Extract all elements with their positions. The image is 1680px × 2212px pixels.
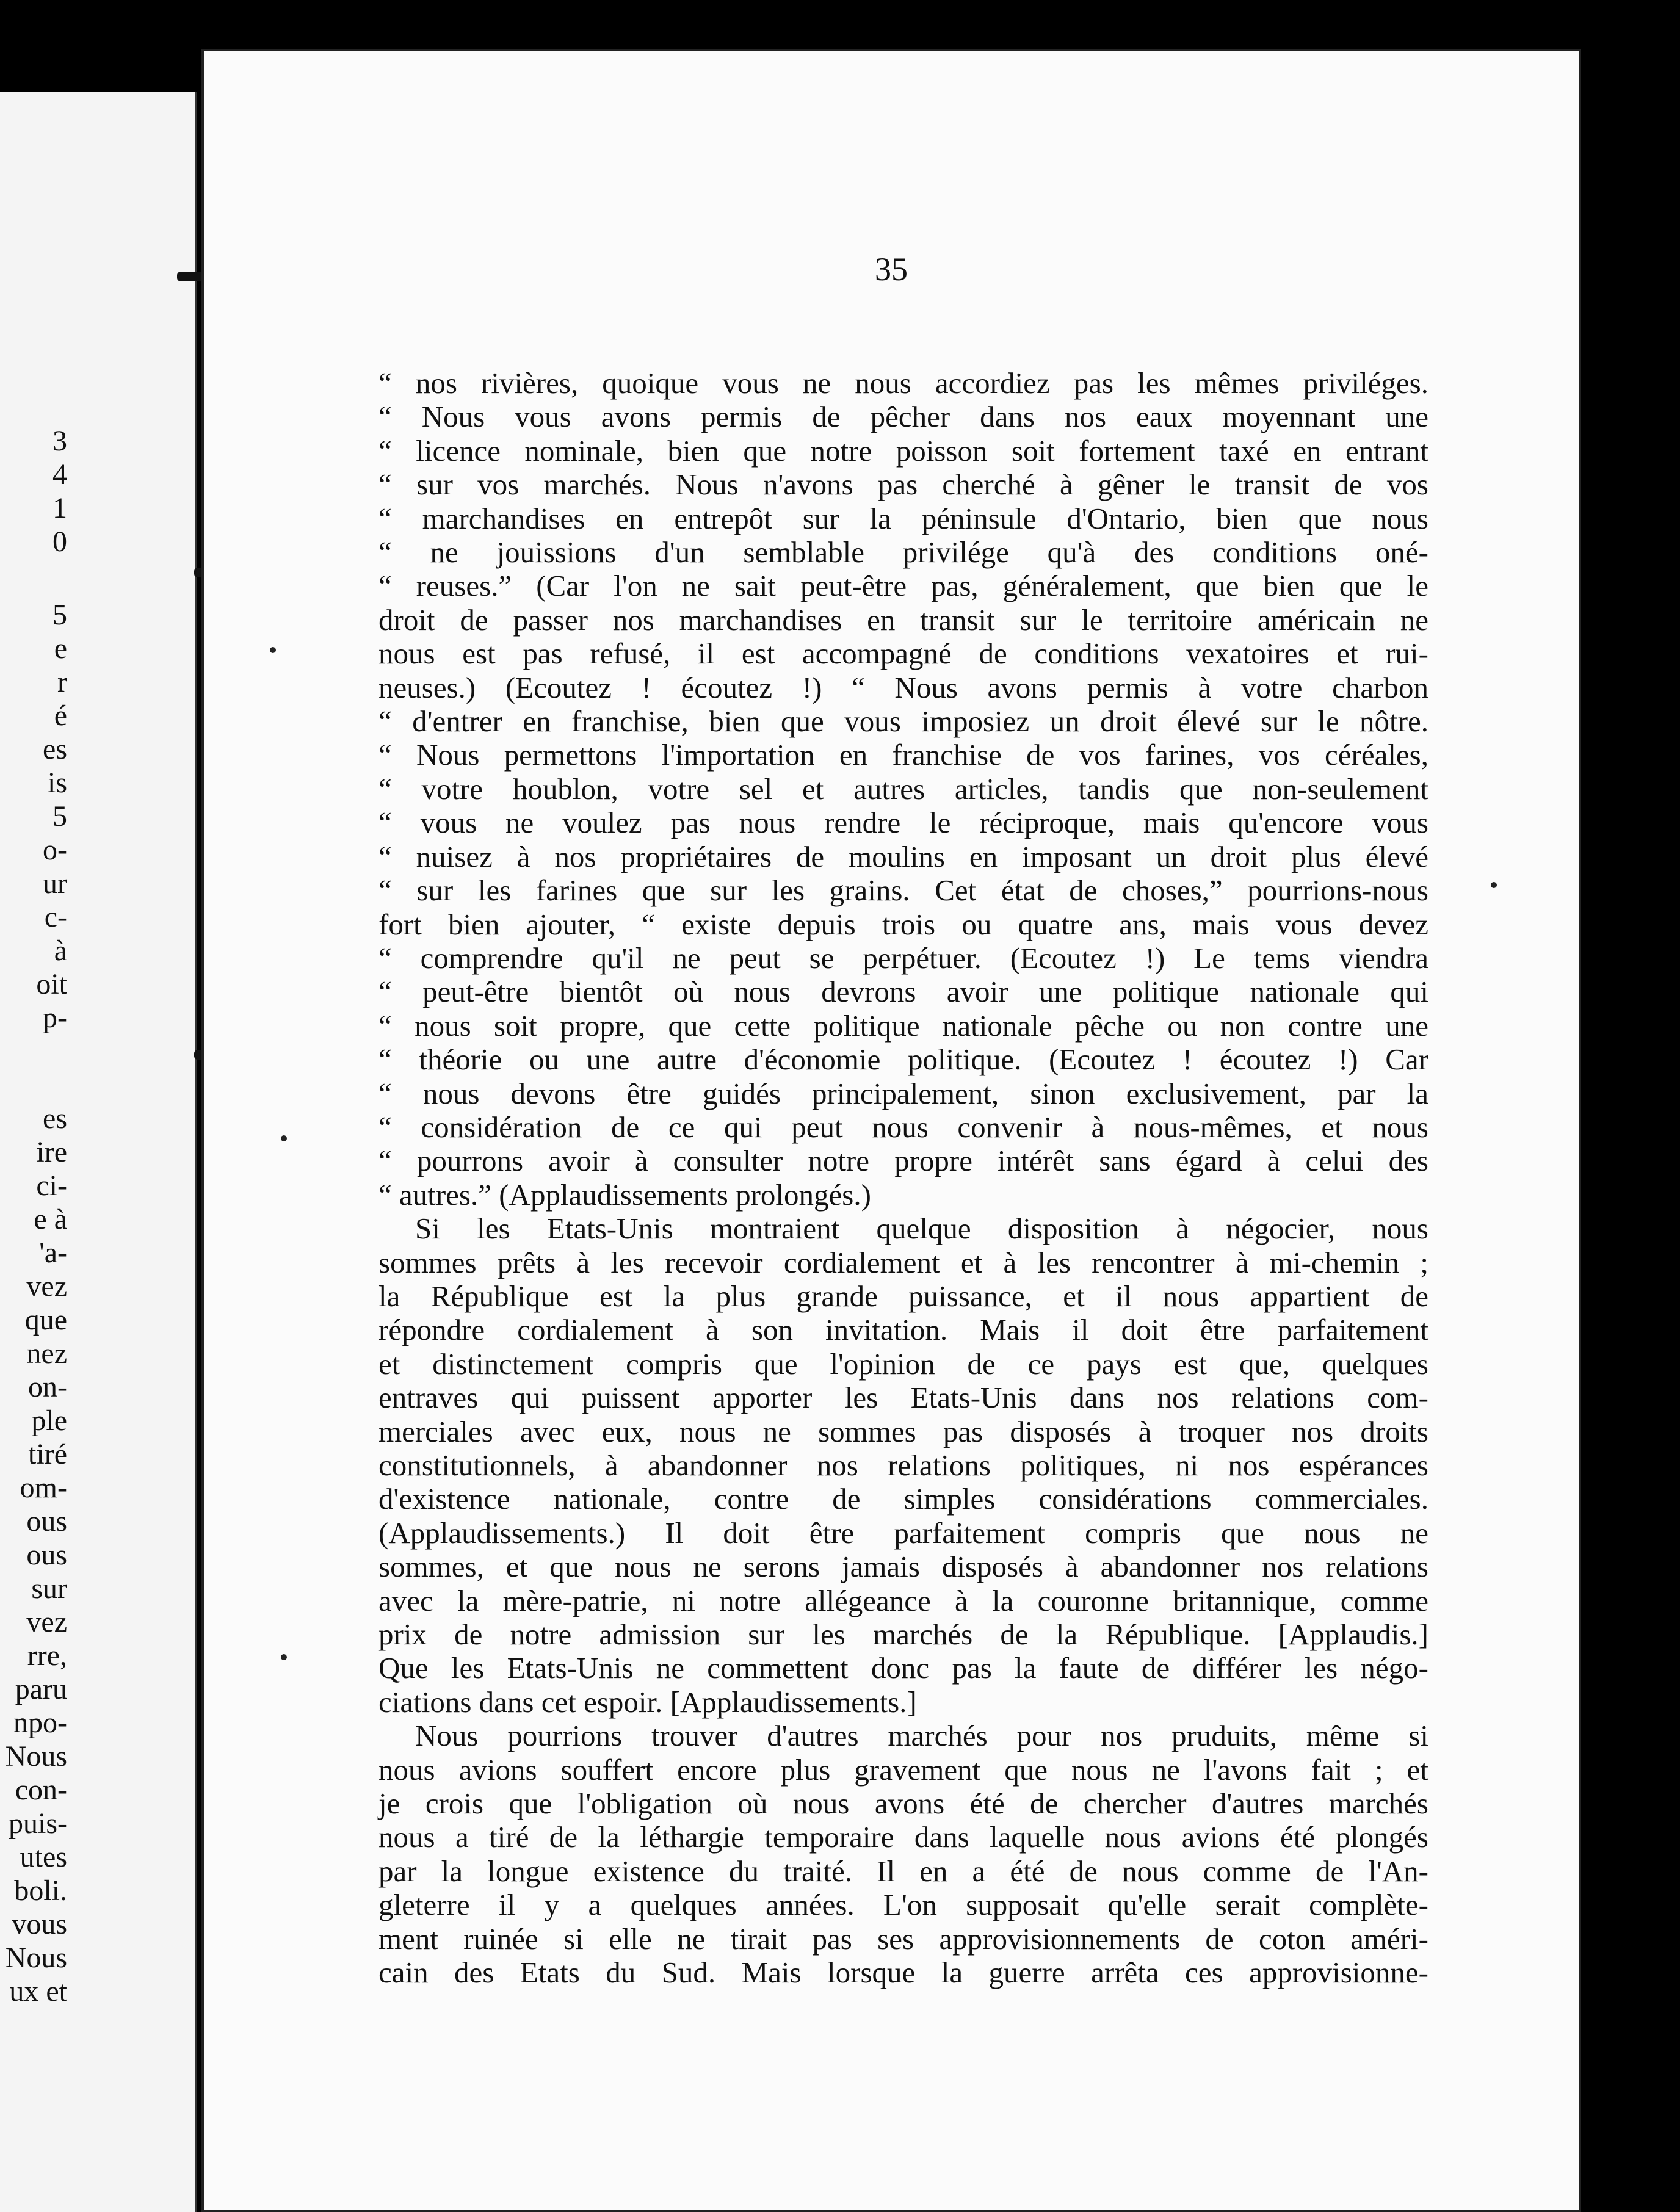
prev-page-text: à — [54, 934, 67, 967]
prev-page-text: es — [43, 1102, 67, 1135]
text-line: “ d'entrer en franchise, bien que vous imposiez un droit élevé sur le nôtre. — [378, 704, 1428, 739]
prev-page-text: ur — [43, 867, 67, 900]
text-line: “ sur vos marchés. Nous n'avons pas cherché à gêner le transit de vos — [378, 468, 1428, 502]
ink-speck — [281, 1135, 287, 1141]
text-line: nous a tiré de la léthargie temporaire dans laquelle nous avions été plongés — [378, 1820, 1428, 1854]
text-line: “ nos rivières, quoique vous ne nous accordiez pas les mêmes priviléges. — [378, 366, 1428, 400]
text-line: “ reuses.” (Car l'on ne sait peut-être pas, généralement, que bien que le — [378, 569, 1428, 603]
text-line: merciales avec eux, nous ne sommes pas disposés à troquer nos droits — [378, 1414, 1428, 1448]
prev-page-text: ous — [26, 1539, 67, 1571]
text-line: “ nuisez à nos propriétaires de moulins en imposant un droit plus élevé — [378, 839, 1428, 873]
text-line: “ vous ne voulez pas nous rendre le réciproque, mais qu'encore vous — [378, 806, 1428, 840]
prev-page-text: Nous — [5, 1942, 67, 1974]
prev-page-text: 5 — [52, 800, 67, 833]
prev-page-text: 3 — [52, 425, 67, 457]
prev-page-text: 1 — [52, 492, 67, 524]
text-line: “ nous devons être guidés principalement, sinon exclusivement, par la — [378, 1076, 1428, 1110]
prev-page-text: ple — [31, 1404, 67, 1437]
text-line: “ licence nominale, bien que notre poisson soit fortement taxé en entrant — [378, 433, 1428, 468]
ink-speck — [1491, 882, 1497, 888]
prev-page-text: p- — [43, 1002, 67, 1034]
prev-page-text: ire — [36, 1136, 67, 1168]
prev-page-text: rre, — [27, 1639, 67, 1672]
prev-page-text: es — [43, 733, 67, 765]
prev-page-text: ux et — [9, 1975, 67, 2008]
prev-page-text: boli. — [14, 1874, 67, 1907]
body-text — [378, 366, 1428, 1990]
page-number: 35 — [875, 251, 908, 287]
text-line: “ comprendre qu'il ne peut se perpétuer. (Ecoutez !) Le tems viendra — [378, 941, 1428, 975]
text-line: entraves qui puissent apporter les Etats-Unis dans nos relations com- — [378, 1381, 1428, 1415]
prev-page-text: npo- — [13, 1707, 67, 1739]
text-line: d'existence nationale, contre de simples considérations commerciales. — [378, 1482, 1428, 1516]
prev-page-text: 5 — [52, 599, 67, 631]
prev-page-text: e à — [34, 1203, 67, 1235]
text-line: prix de notre admission sur les marchés de la République. [Applaudis.] — [378, 1617, 1428, 1652]
text-line: Nous pourrions trouver d'autres marchés pour nos pruduits, même si — [415, 1719, 1428, 1753]
text-line: “ marchandises en entrepôt sur la péninsule d'Ontario, bien que nous — [378, 501, 1428, 535]
ink-speck — [270, 647, 276, 653]
prev-page-text: vez — [26, 1606, 67, 1638]
text-line: sommes, et que nous ne serons jamais disposés à abandonner nos relations — [378, 1550, 1428, 1584]
text-line: gleterre il y a quelques années. L'on supposait qu'elle serait complète- — [378, 1888, 1428, 1922]
prev-page-text: é — [54, 699, 67, 732]
text-line: je crois que l'obligation où nous avons été de chercher d'autres marchés — [378, 1787, 1428, 1821]
prev-page-text: 0 — [52, 526, 67, 558]
prev-page-text: utes — [20, 1841, 67, 1873]
prev-page-text: c- — [44, 901, 67, 933]
text-line: cain des Etats du Sud. Mais lorsque la guerre arrêta ces approvisionne- — [378, 1956, 1428, 1990]
text-line: Que les Etats-Unis ne commettent donc pas la faute de différer les négo- — [378, 1651, 1428, 1685]
text-line: et distinctement compris que l'opinion de ce pays est que, quelques — [378, 1346, 1428, 1381]
prev-page-text: r — [57, 666, 67, 698]
text-line: nous est pas refusé, il est accompagné de conditions vexatoires et rui- — [378, 637, 1428, 671]
prev-page-text: vous — [12, 1908, 67, 1940]
text-line: droit de passer nos marchandises en transit sur le territoire américain ne — [378, 602, 1428, 637]
prev-page-text: puis- — [9, 1807, 67, 1840]
previous-page-fragment — [0, 92, 197, 2212]
text-line: ciations dans cet espoir. [Applaudissements.] — [378, 1685, 917, 1719]
page-edge-shadow — [1581, 49, 1680, 2212]
prev-page-text: e — [54, 632, 67, 665]
text-line: fort bien ajouter, “ existe depuis trois ou quatre ans, mais vous devez — [378, 907, 1428, 941]
text-line: “ Nous permettons l'importation en franchise de vos farines, vos céréales, — [378, 738, 1428, 772]
text-line: neuses.) (Ecoutez ! écoutez !) “ Nous avons permis à votre charbon — [378, 670, 1428, 704]
text-line: “ considération de ce qui peut nous convenir à nous-mêmes, et nous — [378, 1110, 1428, 1144]
document-page — [201, 49, 1581, 2212]
prev-page-text: oit — [36, 968, 67, 1000]
text-line: nous avions souffert encore plus gravement que nous ne l'avons fait ; et — [378, 1752, 1428, 1787]
prev-page-text: is — [47, 767, 67, 799]
prev-page-text: ci- — [36, 1169, 67, 1202]
prev-page-text: con- — [15, 1774, 67, 1806]
text-line: “ peut-être bientôt où nous devrons avoir une politique nationale qui — [378, 975, 1428, 1009]
text-line: “ autres.” (Applaudissements prolongés.) — [378, 1177, 871, 1212]
prev-page-text: 4 — [52, 458, 67, 491]
text-line: “ sur les farines que sur les grains. Cet état de choses,” pourrions-nous — [378, 873, 1428, 908]
text-line: “ pourrons avoir à consulter notre propre intérêt sans égard à celui des — [378, 1144, 1428, 1178]
prev-page-text: o- — [43, 834, 67, 866]
text-line: par la longue existence du traité. Il en a été de nous comme de l'An- — [378, 1854, 1428, 1888]
prev-page-text: on- — [28, 1371, 67, 1403]
prev-page-text: paru — [15, 1673, 67, 1705]
text-line: Si les Etats-Unis montraient quelque disposition à négocier, nous — [415, 1212, 1428, 1246]
prev-page-text: vez — [26, 1270, 67, 1303]
text-line: “ votre houblon, votre sel et autres articles, tandis que non-seulement — [378, 772, 1428, 806]
text-line: “ Nous vous avons permis de pêcher dans nos eaux moyennant une — [378, 400, 1428, 434]
ink-speck — [281, 1654, 287, 1660]
text-line: “ ne jouissions d'un semblable privilége qu'à des conditions oné- — [378, 535, 1428, 569]
text-line: sommes prêts à les recevoir cordialement et à les rencontrer à mi-chemin ; — [378, 1245, 1428, 1279]
prev-page-text: nez — [26, 1337, 67, 1370]
text-line: avec la mère-patrie, ni notre allégeance à la couronne britannique, comme — [378, 1583, 1428, 1617]
prev-page-text: 'a- — [39, 1237, 67, 1269]
prev-page-text: sur — [31, 1572, 67, 1605]
text-line: répondre cordialement à son invitation. Mais il doit être parfaitement — [378, 1313, 1428, 1347]
text-line: la République est la plus grande puissance, et il nous appartient de — [378, 1279, 1428, 1313]
text-line: (Applaudissements.) Il doit être parfaitement compris que nous ne — [378, 1516, 1428, 1550]
prev-page-text: ous — [26, 1505, 67, 1538]
prev-page-text: que — [24, 1304, 67, 1336]
prev-page-text: tiré — [28, 1438, 67, 1470]
prev-page-text: Nous — [5, 1740, 67, 1773]
text-line: ment ruinée si elle ne tirait pas ses approvisionnements de coton améri- — [378, 1921, 1428, 1956]
text-line: “ théorie ou une autre d'économie politique. (Ecoutez ! écoutez !) Car — [378, 1043, 1428, 1077]
prev-page-text: om- — [20, 1472, 67, 1504]
text-line: constitutionnels, à abandonner nos relations politiques, ni nos espérances — [378, 1448, 1428, 1482]
text-line: “ nous soit propre, que cette politique nationale pêche ou non contre une — [378, 1008, 1428, 1043]
